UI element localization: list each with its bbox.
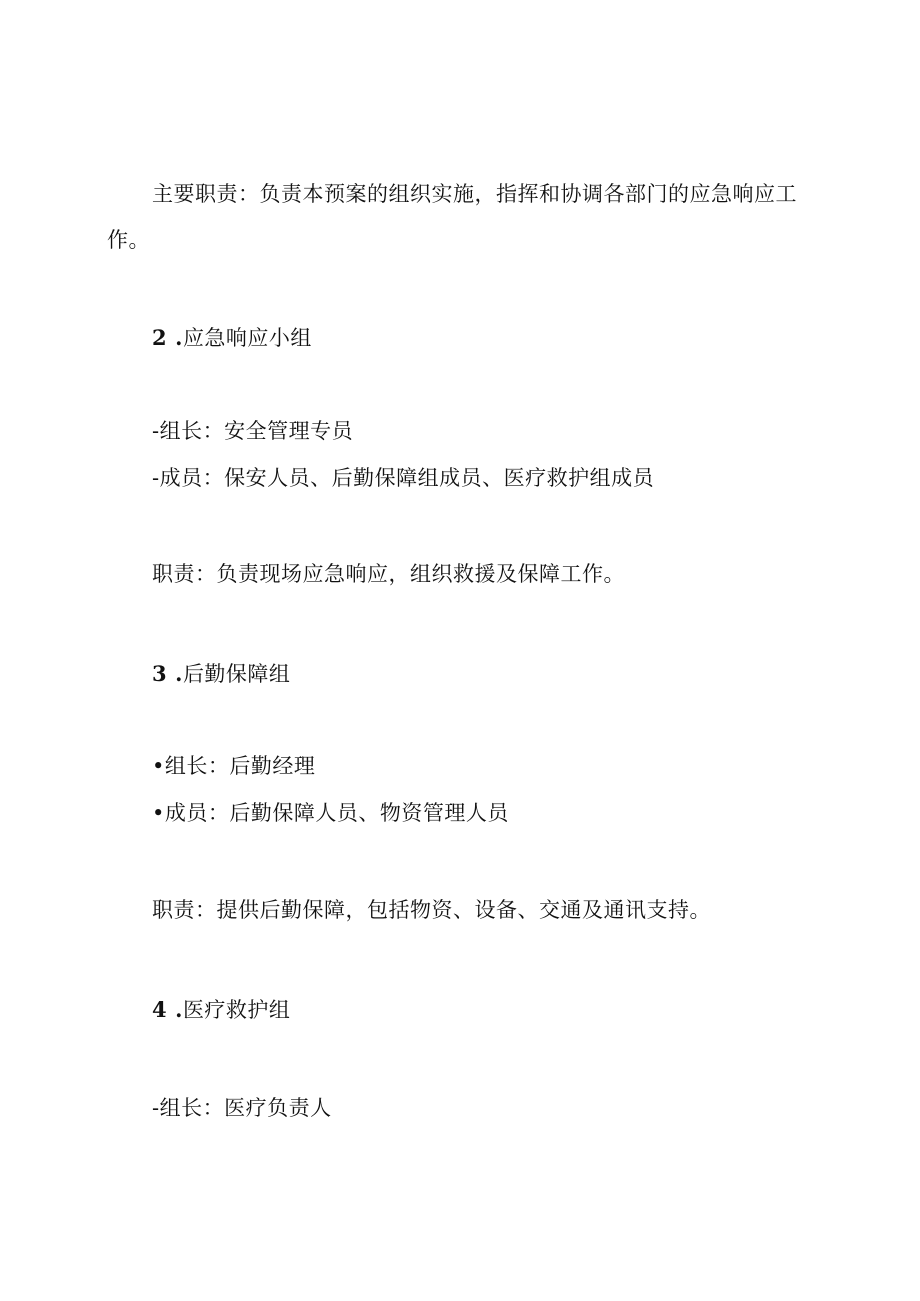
section-4-leader: -组长：医疗负责人	[152, 1096, 332, 1120]
section-4-heading: 4 .医疗救护组	[152, 997, 291, 1022]
section-2-title: 应急响应小组	[182, 326, 312, 350]
section-2-leader: -组长：安全管理专员	[152, 419, 354, 443]
section-2-members: -成员：保安人员、后勤保障组成员、医疗救护组成员	[152, 466, 655, 490]
section-4-number: 4	[152, 997, 168, 1022]
section-4-title: 医疗救护组	[182, 998, 291, 1022]
intro-line-1: 主要职责：负责本预案的组织实施，指挥和协调各部门的应急响应工	[152, 182, 797, 206]
section-2-duty: 职责：负责现场应急响应，组织救援及保障工作。	[152, 562, 625, 586]
section-3-title: 后勤保障组	[182, 662, 291, 686]
section-2-number: 2	[152, 325, 168, 350]
section-3-leader: •组长：后勤经理	[152, 754, 316, 778]
intro-line-2: 作。	[107, 228, 150, 252]
section-3-duty: 职责：提供后勤保障，包括物资、设备、交通及通讯支持。	[152, 898, 711, 922]
section-3-number: 3	[152, 661, 168, 686]
section-2-heading: 2 .应急响应小组	[152, 325, 312, 350]
section-3-members: •成员：后勤保障人员、物资管理人员	[152, 801, 509, 825]
section-3-heading: 3 .后勤保障组	[152, 661, 291, 686]
